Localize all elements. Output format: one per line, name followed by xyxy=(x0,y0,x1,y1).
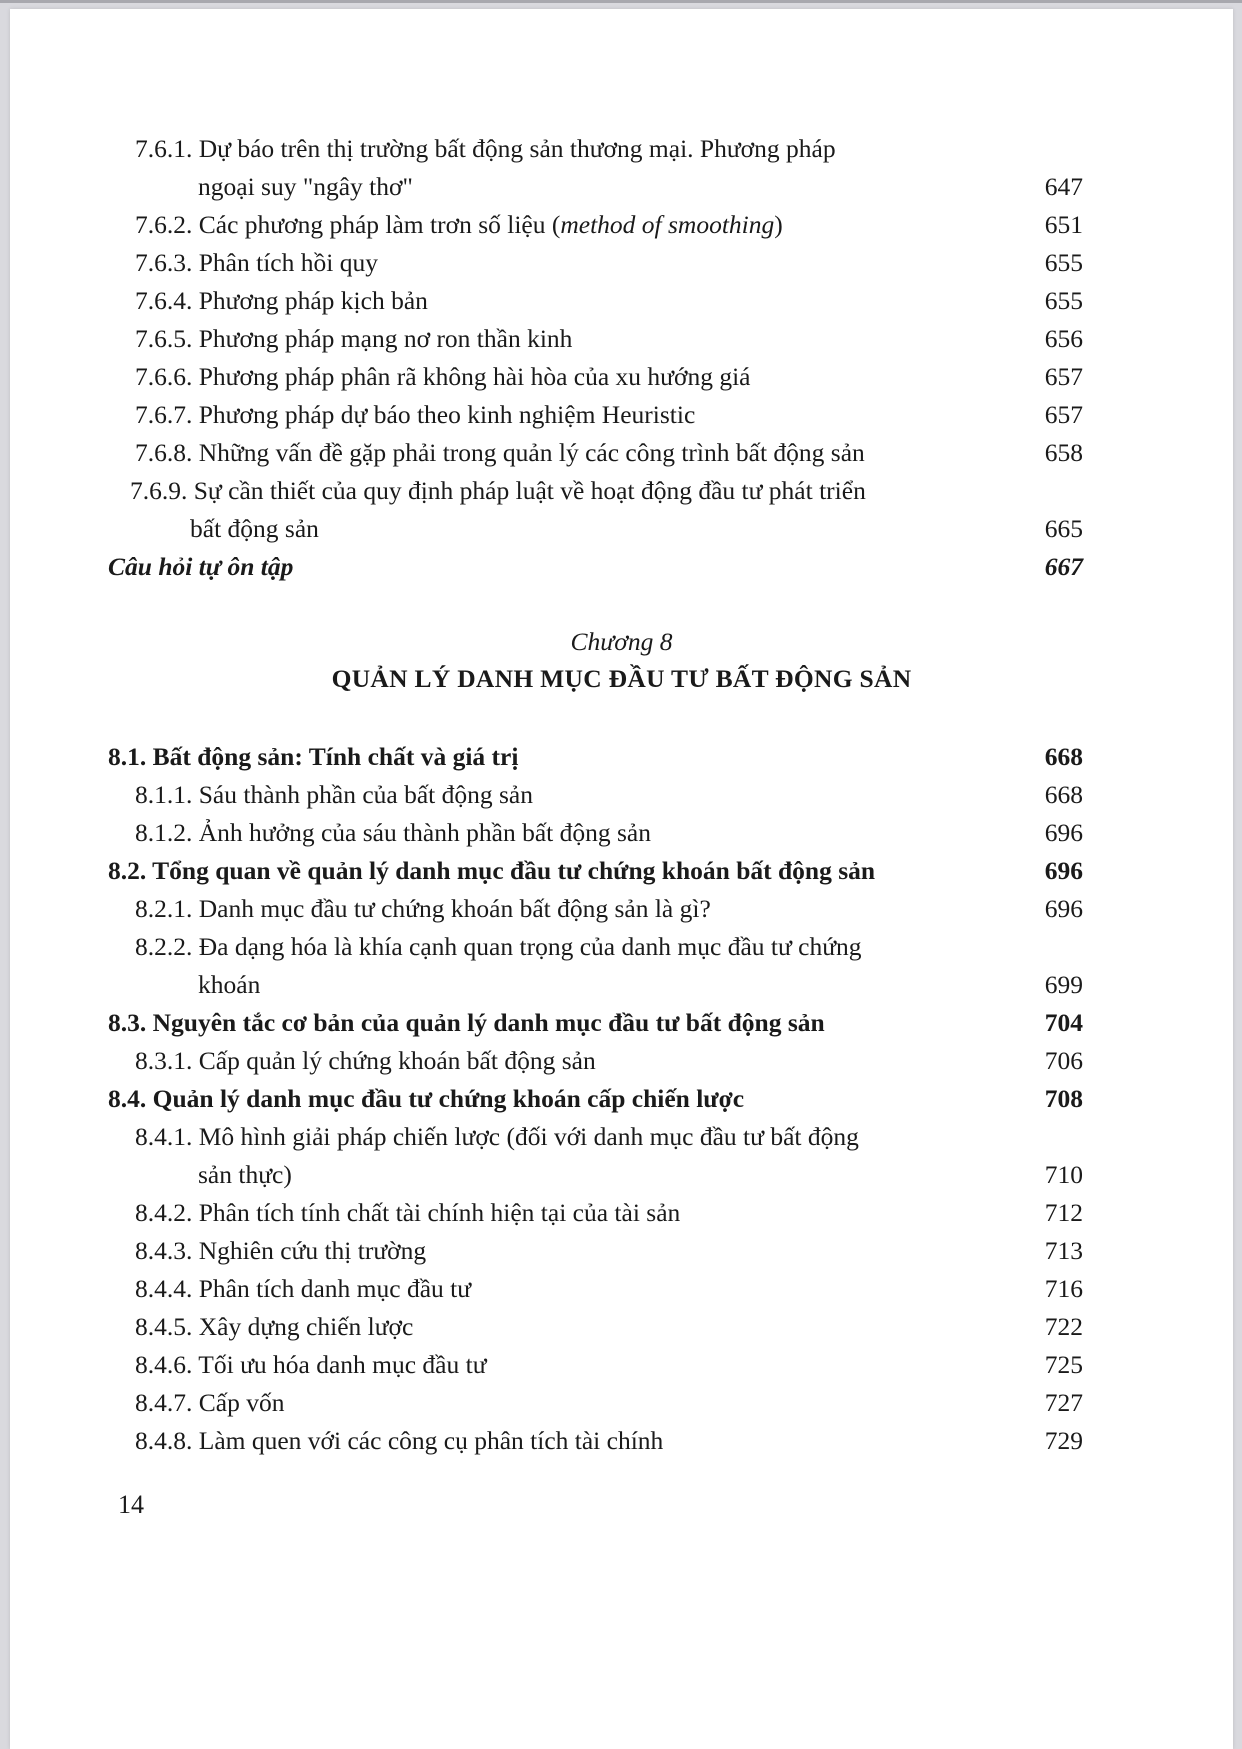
toc-entry-title: 8.4.7. Cấp vốn xyxy=(135,1388,285,1417)
toc-entry-title xyxy=(135,206,783,244)
toc-entry-title: 8.2.2. Đa dạng hóa là khía cạnh quan trọng của danh mục đầu tư chứng xyxy=(135,932,862,961)
toc-entry-title: 7.6.4. Phương pháp kịch bản xyxy=(135,286,428,315)
toc-entry-page: 699 xyxy=(1044,970,1083,999)
toc-entry-8-4-3[interactable] xyxy=(10,1232,1233,1270)
toc-entry-8-4-6[interactable] xyxy=(10,1346,1233,1384)
toc-entry-page: 657 xyxy=(1044,362,1083,391)
toc-entry-7-6-2[interactable] xyxy=(10,206,1233,244)
toc-entry-page: 729 xyxy=(1044,1426,1083,1455)
toc-entry-title: bất động sản xyxy=(190,514,319,543)
toc-entry-title: 7.6.3. Phân tích hồi quy xyxy=(135,248,378,277)
toc-entry-title: Câu hỏi tự ôn tập xyxy=(108,552,294,581)
chapter-title: QUẢN LÝ DANH MỤC ĐẦU TƯ BẤT ĐỘNG SẢN xyxy=(331,664,912,693)
toc-entry-page: 651 xyxy=(1044,210,1083,239)
toc-entry-page: 647 xyxy=(1044,172,1083,201)
toc-entry-8-4-2[interactable] xyxy=(10,1194,1233,1232)
toc-entry-title: 8.4.4. Phân tích danh mục đầu tư xyxy=(135,1274,472,1303)
toc-entry-7-6-5[interactable] xyxy=(10,320,1233,358)
toc-entry-title: 8.3. Nguyên tắc cơ bản của quản lý danh mục đầu tư bất động sản xyxy=(108,1008,825,1037)
toc-entry-page: 655 xyxy=(1044,248,1083,277)
toc-entry-page: 713 xyxy=(1044,1236,1083,1265)
toc-entry-page: 706 xyxy=(1044,1046,1083,1075)
toc-entry-title: 8.4.3. Nghiên cứu thị trường xyxy=(135,1236,427,1265)
toc-entry-title: 7.6.7. Phương pháp dự báo theo kinh nghiệm Heuristic xyxy=(135,400,696,429)
toc-entry-page: 708 xyxy=(1044,1084,1083,1113)
toc-entry-title: 8.4.1. Mô hình giải pháp chiến lược (đối với danh mục đầu tư bất động xyxy=(135,1122,859,1151)
toc-entry-title: 8.2.1. Danh mục đầu tư chứng khoán bất động sản là gì? xyxy=(135,894,711,923)
toc-entry-title: ngoại suy "ngây thơ" xyxy=(198,172,413,201)
toc-entry-8-4-8[interactable] xyxy=(10,1422,1233,1460)
toc-entry-page: 722 xyxy=(1044,1312,1083,1341)
chapter-label: Chương 8 xyxy=(570,627,673,656)
toc-entry-title: 8.1. Bất động sản: Tính chất và giá trị xyxy=(108,742,519,771)
title-part: 7.6.2. Các phương pháp làm trơn số liệu ( xyxy=(135,210,561,239)
toc-entry-title: 7.6.5. Phương pháp mạng nơ ron thần kinh xyxy=(135,324,573,353)
toc-entry-8-2[interactable] xyxy=(10,852,1233,890)
toc-entry-title: sản thực) xyxy=(198,1160,292,1189)
toc-entry-title: 8.4.8. Làm quen với các công cụ phân tích tài chính xyxy=(135,1426,664,1455)
toc-entry-title: 7.6.9. Sự cần thiết của quy định pháp luật về hoạt động đầu tư phát triển xyxy=(130,476,866,505)
viewer-top-border xyxy=(0,0,1242,3)
toc-entry-page: 696 xyxy=(1044,894,1083,923)
toc-entry-8-4-5[interactable] xyxy=(10,1308,1233,1346)
toc-entry-8-1-2[interactable] xyxy=(10,814,1233,852)
toc-entry-8-4-4[interactable] xyxy=(10,1270,1233,1308)
toc-entry-page: 696 xyxy=(1044,856,1083,885)
toc-entry-title: 8.1.1. Sáu thành phần của bất động sản xyxy=(135,780,534,809)
toc-entry-title: 8.1.2. Ảnh hưởng của sáu thành phần bất động sản xyxy=(135,818,651,847)
toc-entry-review-questions[interactable] xyxy=(10,548,1233,586)
toc-entry-8-2-2[interactable] xyxy=(10,928,1233,966)
document-page xyxy=(10,9,1233,1749)
toc-entry-page: 667 xyxy=(1044,552,1083,581)
toc-entry-page: 657 xyxy=(1044,400,1083,429)
toc-entry-page: 668 xyxy=(1044,742,1083,771)
toc-entry-title: 8.2. Tổng quan về quản lý danh mục đầu tư chứng khoán bất động sản xyxy=(108,856,876,885)
toc-entry-8-4-1[interactable] xyxy=(10,1118,1233,1156)
toc-entry-title: 7.6.8. Những vấn đề gặp phải trong quản lý các công trình bất động sản xyxy=(135,438,865,467)
table-of-contents xyxy=(10,9,1233,1749)
toc-entry-title: 8.4. Quản lý danh mục đầu tư chứng khoán cấp chiến lược xyxy=(108,1084,745,1113)
toc-entry-title: khoán xyxy=(198,970,261,999)
toc-entry-8-1[interactable] xyxy=(10,738,1233,776)
toc-entry-page: 696 xyxy=(1044,818,1083,847)
toc-entry-8-4[interactable] xyxy=(10,1080,1233,1118)
toc-entry-title: 8.4.2. Phân tích tính chất tài chính hiện tại của tài sản xyxy=(135,1198,681,1227)
toc-entry-page: 668 xyxy=(1044,780,1083,809)
toc-entry-title: 8.3.1. Cấp quản lý chứng khoán bất động sản xyxy=(135,1046,596,1075)
toc-entry-7-6-4[interactable] xyxy=(10,282,1233,320)
toc-entry-page: 712 xyxy=(1044,1198,1083,1227)
toc-entry-8-1-1[interactable] xyxy=(10,776,1233,814)
toc-entry-8-4-7[interactable] xyxy=(10,1384,1233,1422)
toc-entry-page: 725 xyxy=(1044,1350,1083,1379)
toc-entry-8-2-1[interactable] xyxy=(10,890,1233,928)
toc-entry-8-4-1-continued[interactable] xyxy=(10,1156,1233,1194)
toc-entry-7-6-3[interactable] xyxy=(10,244,1233,282)
toc-entry-title: 8.4.6. Tối ưu hóa danh mục đầu tư xyxy=(135,1350,487,1379)
toc-entry-page: 710 xyxy=(1044,1160,1083,1189)
toc-entry-7-6-9-continued[interactable] xyxy=(10,510,1233,548)
toc-entry-page: 665 xyxy=(1044,514,1083,543)
toc-entry-7-6-6[interactable] xyxy=(10,358,1233,396)
page-number: 14 xyxy=(118,1490,144,1519)
toc-entry-title: 7.6.6. Phương pháp phân rã không hài hòa của xu hướng giá xyxy=(135,362,751,391)
title-part: ) xyxy=(774,210,783,239)
title-italic-part: method of smoothing xyxy=(560,210,775,239)
toc-entry-7-6-7[interactable] xyxy=(10,396,1233,434)
toc-entry-7-6-1-continued[interactable] xyxy=(10,168,1233,206)
toc-entry-7-6-9[interactable] xyxy=(10,472,1233,510)
toc-entry-7-6-8[interactable] xyxy=(10,434,1233,472)
toc-entry-page: 658 xyxy=(1044,438,1083,467)
toc-entry-title: 7.6.1. Dự báo trên thị trường bất động sản thương mại. Phương pháp xyxy=(135,134,836,163)
toc-entry-page: 727 xyxy=(1044,1388,1083,1417)
toc-entry-8-3[interactable] xyxy=(10,1004,1233,1042)
toc-entry-7-6-1[interactable] xyxy=(10,130,1233,168)
toc-entry-8-2-2-continued[interactable] xyxy=(10,966,1233,1004)
toc-entry-page: 655 xyxy=(1044,286,1083,315)
toc-entry-title: 8.4.5. Xây dựng chiến lược xyxy=(135,1312,414,1341)
toc-entry-page: 704 xyxy=(1044,1008,1083,1037)
toc-entry-page: 656 xyxy=(1044,324,1083,353)
toc-entry-page: 716 xyxy=(1044,1274,1083,1303)
toc-entry-8-3-1[interactable] xyxy=(10,1042,1233,1080)
